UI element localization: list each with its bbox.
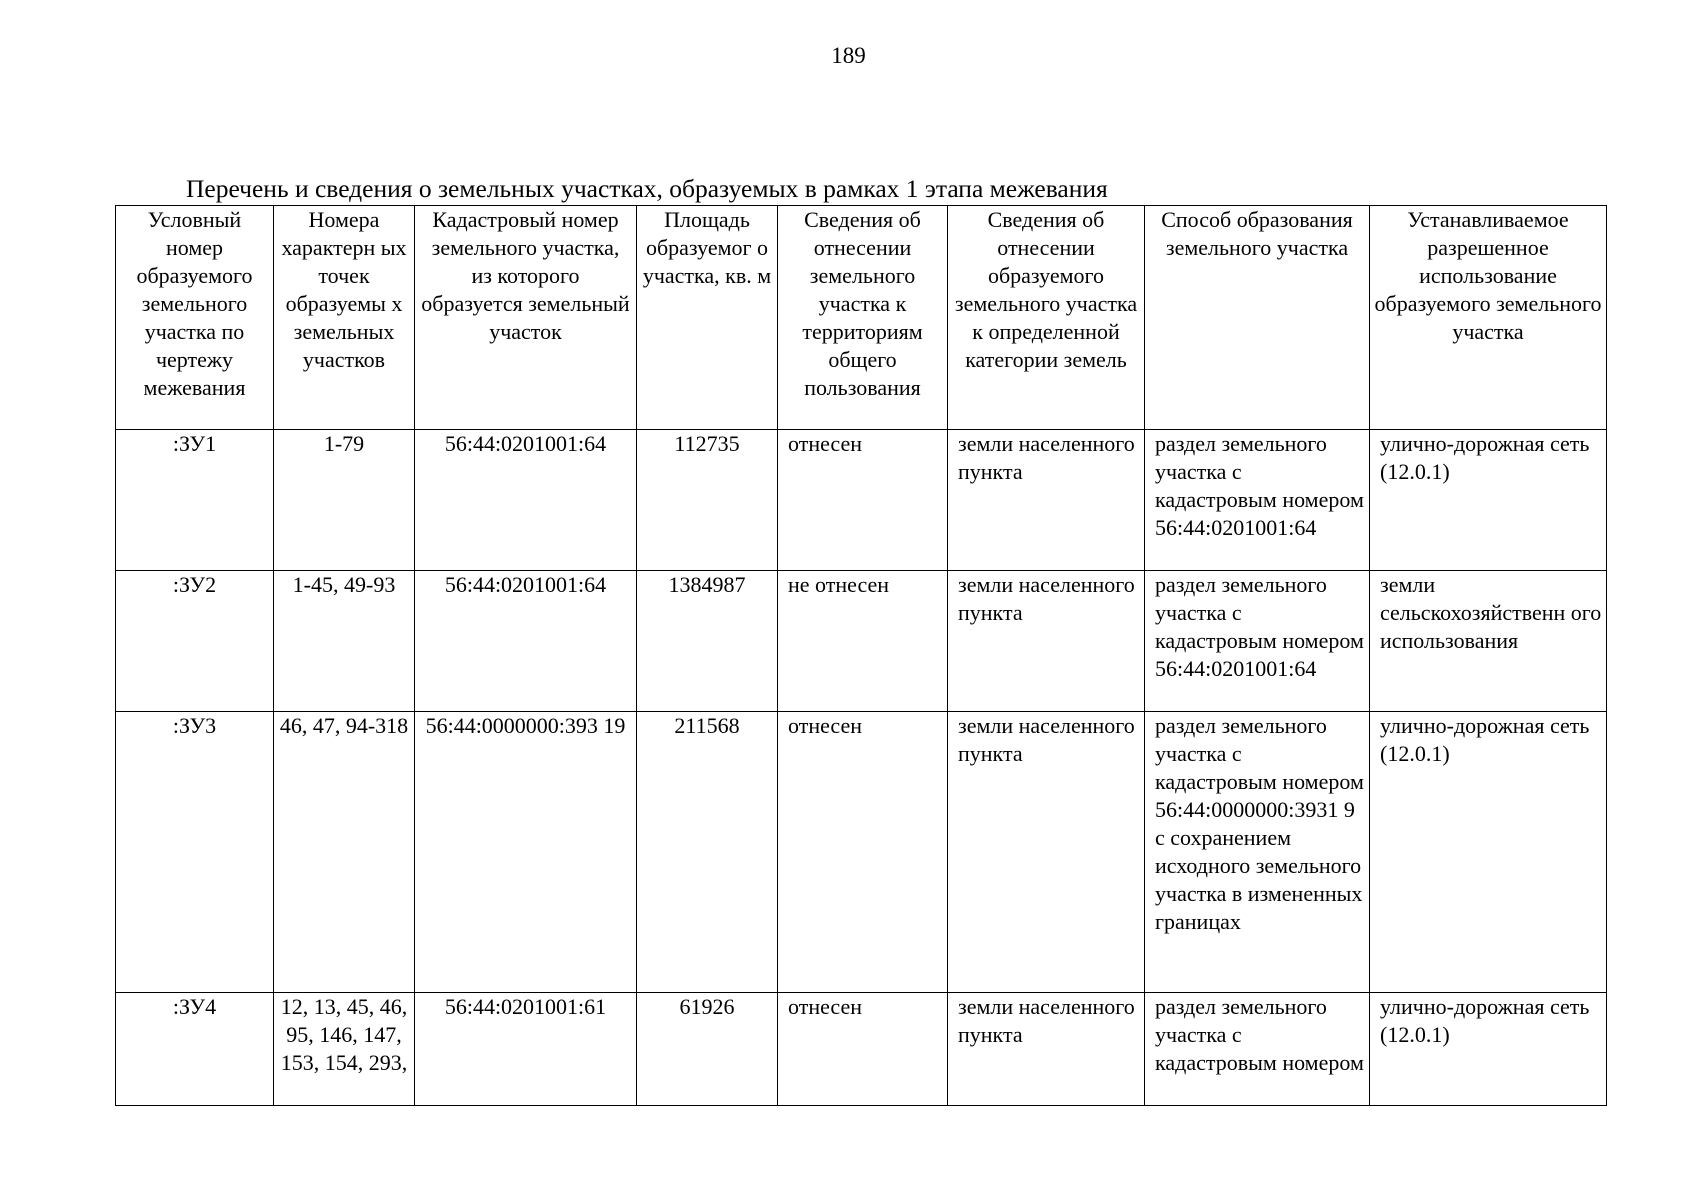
- cell-points: 1-79: [274, 430, 415, 571]
- cell-permitted-use: улично-дорожная сеть (12.0.1): [1370, 993, 1607, 1106]
- cell-public-use: отнесен: [778, 993, 948, 1106]
- cell-land-category: земли населенного пункта: [948, 430, 1145, 571]
- table-row: [116, 430, 1607, 571]
- cell-parcel-id: :ЗУ3: [116, 712, 274, 993]
- cell-public-use: не отнесен: [778, 571, 948, 712]
- cell-source-cadastral: 56:44:0201001:61: [415, 993, 637, 1106]
- cell-area: 112735: [637, 430, 778, 571]
- cell-parcel-id: :ЗУ2: [116, 571, 274, 712]
- cell-parcel-id: :ЗУ4: [116, 993, 274, 1106]
- header-permitted-use: Устанавливаемое разрешенное использование образуемого земельного участка: [1370, 206, 1607, 430]
- cell-public-use: отнесен: [778, 712, 948, 993]
- header-source-cadastral: Кадастровый номер земельного участка, из которого образуется земельный участок: [415, 206, 637, 430]
- cell-land-category: земли населенного пункта: [948, 712, 1145, 993]
- cell-points: 12, 13, 45, 46, 95, 146, 147, 153, 154, 293,: [274, 993, 415, 1106]
- header-formation-method: Способ образования земельного участка: [1145, 206, 1370, 430]
- cell-source-cadastral: 56:44:0201001:64: [415, 430, 637, 571]
- cell-parcel-id: :ЗУ1: [116, 430, 274, 571]
- cell-source-cadastral: 56:44:0201001:64: [415, 571, 637, 712]
- cell-formation-method: раздел земельного участка с кадастровым номером: [1145, 993, 1370, 1106]
- cell-permitted-use: земли сельскохозяйственн ого использования: [1370, 571, 1607, 712]
- cell-area: 1384987: [637, 571, 778, 712]
- cell-source-cadastral: 56:44:0000000:393 19: [415, 712, 637, 993]
- header-land-category: Сведения об отнесении образуемого земельного участка к определенной категории земель: [948, 206, 1145, 430]
- cell-permitted-use: улично-дорожная сеть (12.0.1): [1370, 712, 1607, 993]
- header-row: [116, 206, 1607, 430]
- header-public-use: Сведения об отнесении земельного участка к территориям общего пользования: [778, 206, 948, 430]
- cell-formation-method: раздел земельного участка с кадастровым номером 56:44:0000000:3931 9 с сохранением исходного земельного участка в измененных границах: [1145, 712, 1370, 993]
- land-parcels-table: [115, 205, 1607, 1106]
- cell-land-category: земли населенного пункта: [948, 571, 1145, 712]
- cell-land-category: земли населенного пункта: [948, 993, 1145, 1106]
- cell-formation-method: раздел земельного участка с кадастровым номером 56:44:0201001:64: [1145, 430, 1370, 571]
- table-row: [116, 993, 1607, 1106]
- cell-area: 61926: [637, 993, 778, 1106]
- cell-formation-method: раздел земельного участка с кадастровым номером 56:44:0201001:64: [1145, 571, 1370, 712]
- table-row: [116, 571, 1607, 712]
- table-title: Перечень и сведения о земельных участках, образуемых в рамках 1 этапа межевания: [186, 174, 1108, 203]
- cell-area: 211568: [637, 712, 778, 993]
- cell-permitted-use: улично-дорожная сеть (12.0.1): [1370, 430, 1607, 571]
- cell-points: 1-45, 49-93: [274, 571, 415, 712]
- table-row: [116, 712, 1607, 993]
- cell-points: 46, 47, 94-318: [274, 712, 415, 993]
- header-parcel-id: Условный номер образуемого земельного участка по чертежу межевания: [116, 206, 274, 430]
- header-area: Площадь образуемог о участка, кв. м: [637, 206, 778, 430]
- cell-public-use: отнесен: [778, 430, 948, 571]
- page-number: 189: [831, 43, 866, 68]
- header-points: Номера характерн ых точек образуемы х земельных участков: [274, 206, 415, 430]
